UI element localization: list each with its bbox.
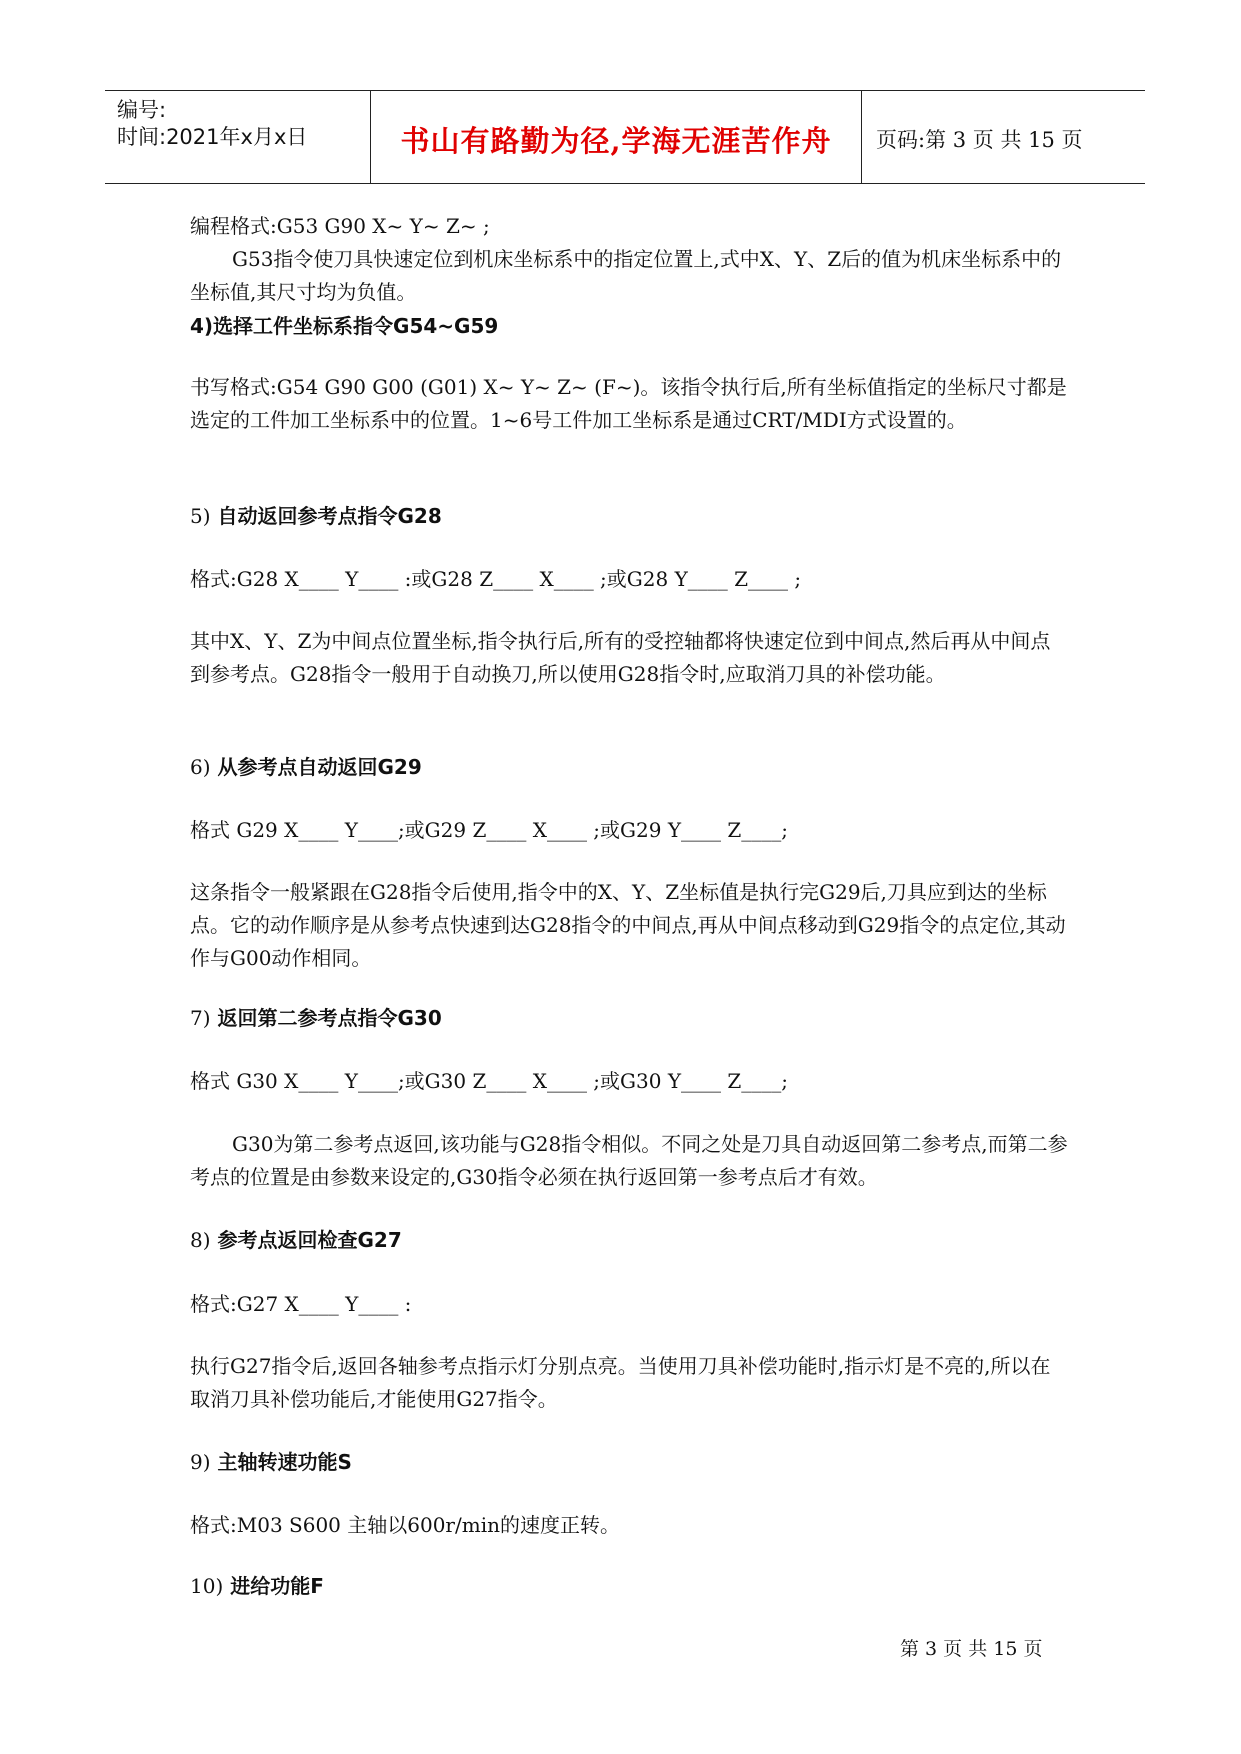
section-number: 8) [190,1228,211,1252]
page-number-label: 页码:第 3 页 共 15 页 [876,128,1083,152]
section-title: 从参考点自动返回G29 [217,755,422,779]
section-heading [190,1446,1070,1479]
section-title: 自动返回参考点指令G28 [217,504,442,528]
paragraph: 格式:M03 S600 主轴以600r/min的速度正转。 [190,1513,620,1537]
motto: 书山有路勤为径,学海无涯苦作舟 [400,124,832,158]
section-title: 进给功能F [230,1574,324,1598]
paragraph: 编程格式:G53 G90 X~ Y~ Z~ ; [190,214,490,238]
paragraph: 格式:G27 X____ Y____ : [190,1292,412,1316]
paragraph: G30为第二参考点返回,该功能与G28指令相似。不同之处是刀具自动返回第二参考点,而第二参考点的位置是由参数来设定的,G30指令必须在执行返回第一参考点后才有效。 [190,1132,1068,1189]
section-heading [190,1570,1070,1603]
paragraph: 格式 G30 X____ Y____;或G30 Z____ X____ ;或G30 Y____ Z____; [190,1069,789,1093]
paragraph: 格式 G29 X____ Y____;或G29 Z____ X____ ;或G29 Y____ Z____; [190,818,789,842]
section-number: 9) [190,1450,211,1474]
section-title: 参考点返回检查G27 [217,1228,402,1252]
section-heading [190,500,1070,533]
section-number: 6) [190,755,211,779]
header-table [105,90,1145,184]
header-info-cell [105,91,370,183]
section-heading [190,1224,1070,1257]
paragraph: 格式:G28 X____ Y____ :或G28 Z____ X____ ;或G28 Y____ Z____ ; [190,567,802,591]
section-heading [190,1002,1070,1035]
number-label: 编号: [117,98,167,122]
section-heading [190,751,1070,784]
paragraph: 书写格式:G54 G90 G00 (G01) X~ Y~ Z~ (F~)。该指令执行后,所有坐标值指定的坐标尺寸都是选定的工件加工坐标系中的位置。1~6号工件加工坐标系是通过CRT/MDI方式设置的。 [190,375,1067,432]
section-title: 主轴转速功能S [217,1450,352,1474]
paragraph: 其中X、Y、Z为中间点位置坐标,指令执行后,所有的受控轴都将快速定位到中间点,然后再从中间点到参考点。G28指令一般用于自动换刀,所以使用G28指令时,应取消刀具的补偿功能。 [190,629,1051,686]
header-motto-cell [370,91,862,183]
section-number: 5) [190,504,211,528]
time-label: 时间:2021年x月x日 [117,125,308,149]
section-number: 7) [190,1006,211,1030]
page-footer: 第 3 页 共 15 页 [900,1638,1043,1660]
paragraph: G53指令使刀具快速定位到机床坐标系中的指定位置上,式中X、Y、Z后的值为机床坐标系中的坐标值,其尺寸均为负值。 [190,247,1062,304]
header-page-cell [862,91,1145,183]
paragraph: 执行G27指令后,返回各轴参考点指示灯分别点亮。当使用刀具补偿功能时,指示灯是不亮的,所以在取消刀具补偿功能后,才能使用G27指令。 [190,1354,1051,1411]
section-number: 10) [190,1574,224,1598]
section-title: 返回第二参考点指令G30 [217,1006,442,1030]
section-heading: 4)选择工件坐标系指令G54~G59 [190,314,499,338]
paragraph: 这条指令一般紧跟在G28指令后使用,指令中的X、Y、Z坐标值是执行完G29后,刀具应到达的坐标点。它的动作顺序是从参考点快速到达G28指令的中间点,再从中间点移动到G29指令的点定位,其动作与G00动作相同。 [190,880,1066,970]
